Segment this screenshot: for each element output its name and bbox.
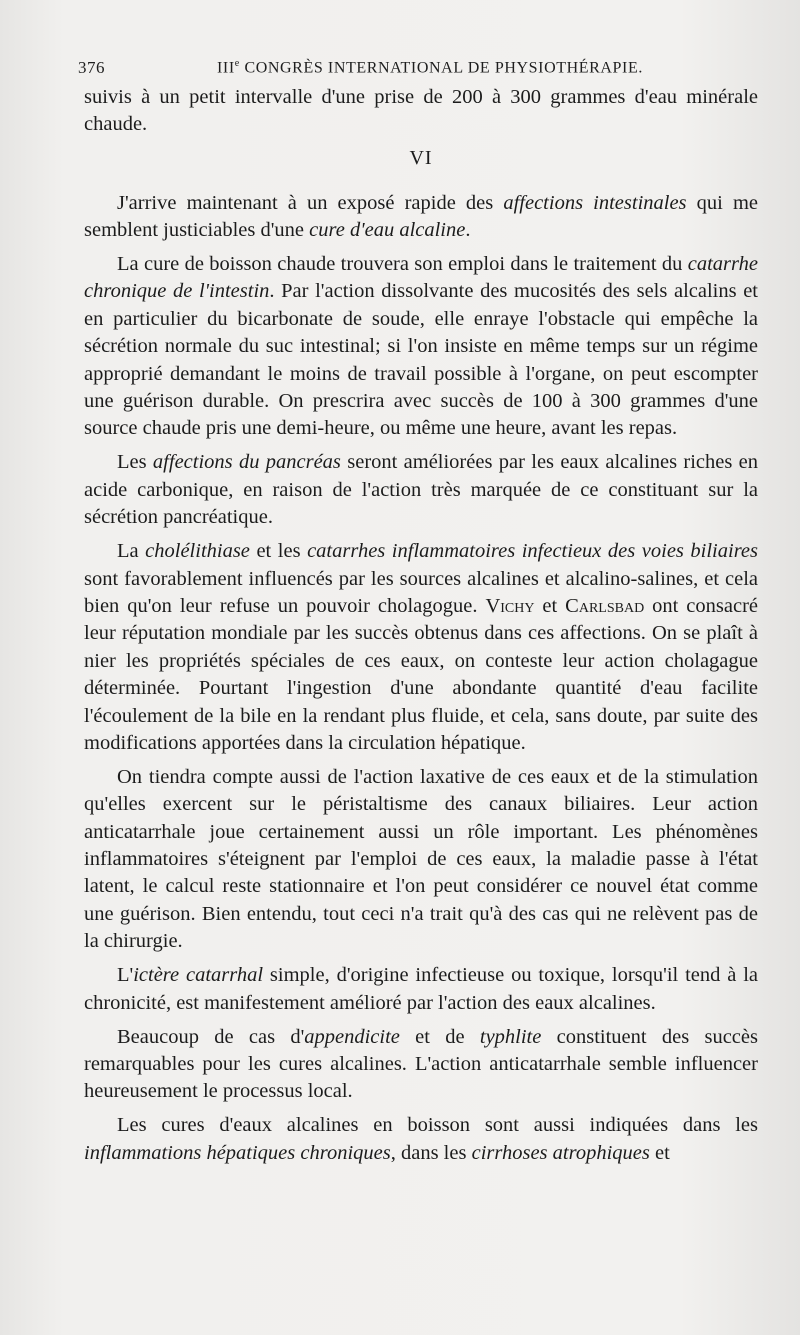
section-heading: VI xyxy=(409,147,433,170)
paragraph-ictere: L'ictère catarrhal simple, d'origine infectieuse ou toxique, lorsqu'il tend à la chronicité, est manifestement amélioré par l'action des eaux alcalines. xyxy=(84,964,758,1014)
paragraph-pancreas: Les affections du pancréas seront améliorées par les eaux alcalines riches en acide carbonique, en raison de l'action très marquée de ce constituant sur la sécrétion pancréatique. xyxy=(84,451,758,529)
paragraph-hepatiques: Les cures d'eaux alcalines en boisson sont aussi indiquées dans les inflammations hépatiques chroniques, dans les cirrhoses atrophiques et xyxy=(84,1114,758,1164)
paragraph-cholelithiase: La cholélithiase et les catarrhes inflammatoires infectieux des voies biliaires sont favorablement influencés par les sources alcalines et alcalino-salines, et cela bien qu'on leur refuse un pouvoir cholagogue. Vichy et Carlsbad ont consacré leur réputation mondiale par les succès obtenus dans ces affections. On se plaît à nier les propriétés spéciales de ces eaux, on conteste leur action cholagague déterminée. Pourtant l'ingestion d'une abondante quantité d'eau facilite l'écoulement de la bile en la rendant plus fluide, et cela, sans doute, par suite des modifications apportées dans la circulation hépatique. xyxy=(84,540,758,754)
page-header xyxy=(78,56,758,80)
paragraph-continued: suivis à un petit intervalle d'une prise de 200 à 300 grammes d'eau minérale chaude. xyxy=(84,86,758,136)
page-number: 376 xyxy=(78,58,105,77)
paragraph-catarrhe: La cure de boisson chaude trouvera son emploi dans le traitement du catarrhe chronique de l'intestin. Par l'action dissolvante des mucosités des sels alcalins et en particulier du bicarbonate de soude, elle enraye l'obstacle qui empêche la sécrétion normale du suc intestinal; si l'on insiste en même temps sur un régime approprié demandant le moins de travail possible à l'organe, on peut escompter une guérison durable. On prescrira avec succès de 100 à 300 grammes d'une source chaude pris une demi-heure, ou même une heure, avant les repas. xyxy=(84,253,758,440)
paragraph-appendicite: Beaucoup de cas d'appendicite et de typhlite constituent des succès remarquables pour les cures alcalines. L'action anticatarrhale semble influencer heureusement le processus local. xyxy=(84,1025,758,1103)
paragraph-intestinal: J'arrive maintenant à un exposé rapide des affections intestinales qui me semblent justiciables d'une cure d'eau alcaline. xyxy=(84,191,758,242)
paragraph-laxative: On tiendra compte aussi de l'action laxative de ces eaux et de la stimulation qu'elles exercent sur le péristaltisme des canaux biliaires. Leur action anticatarrhale joue certainement aussi un rôle important. Les phénomènes inflammatoires s'éteignent par l'emploi de ces eaux, la maladie passe à l'état latent, le calcul reste stationnaire et l'on peut considérer ce nouvel état comme une guérison. Bien entendu, tout ceci n'a trait qu'à des cas qui ne relèvent pas de la chirurgie. xyxy=(84,765,758,953)
running-title: IIIe CONGRÈS INTERNATIONAL DE PHYSIOTHÉRAPIE. xyxy=(217,58,643,77)
body-text xyxy=(84,84,758,1174)
